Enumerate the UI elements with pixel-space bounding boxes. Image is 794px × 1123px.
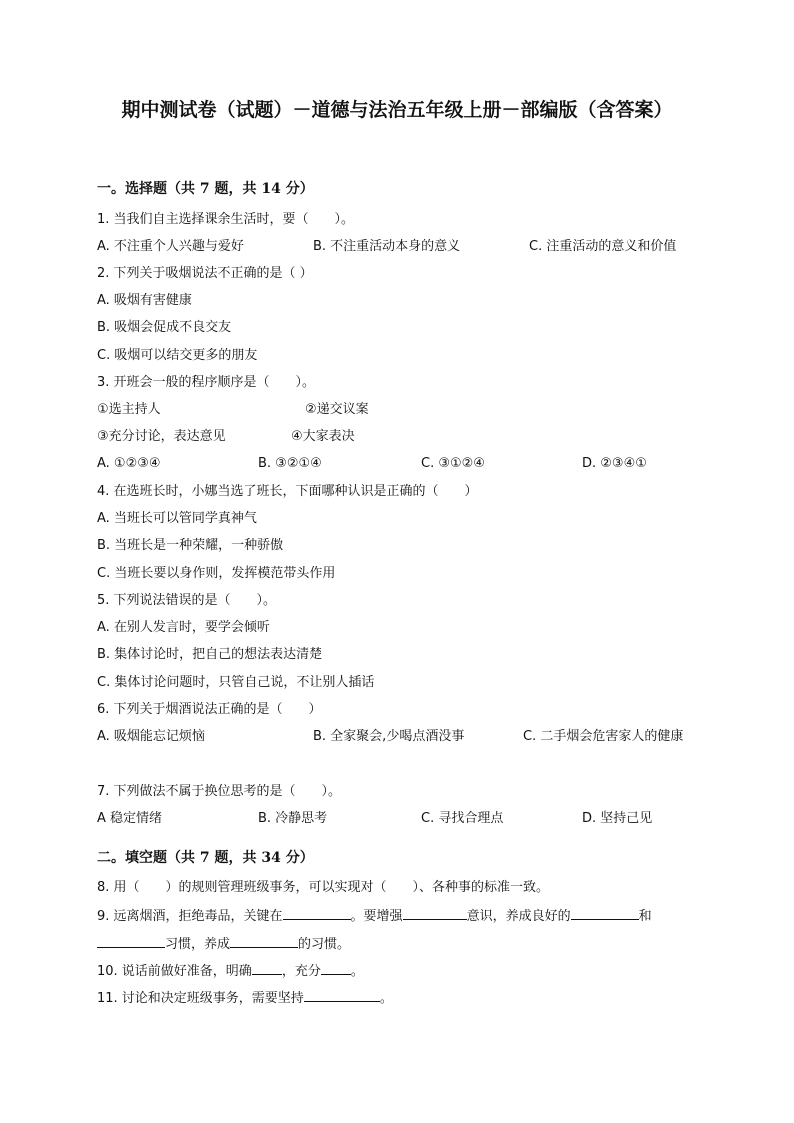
question-1-option-c: C. 注重活动的意义和价值	[529, 239, 677, 254]
page-title: 期中测试卷（试题）－道德与法治五年级上册－部编版（含答案）	[121, 99, 673, 121]
question-3-stem: 3. 开班会一般的程序顺序是（ ）。	[97, 375, 316, 390]
question-2-option-b: B. 吸烟会促成不良交友	[97, 320, 232, 335]
question-11-line	[97, 989, 393, 1007]
question-5-option-a: A. 在别人发言时，要学会倾听	[97, 620, 270, 635]
question-8-text: 8. 用（ ）的规则管理班级事务，可以实现对（ ）、各种事的标准一致。	[97, 880, 550, 895]
question-10-text-1: 10. 说话前做好准备，明确	[97, 964, 252, 979]
question-3-option-c: C. ③①②④	[421, 456, 485, 471]
question-1-option-b: B. 不注重活动本身的意义	[313, 239, 461, 254]
question-3-item-4: ④大家表决	[291, 429, 355, 444]
question-9-text-5: 习惯，养成	[165, 937, 231, 952]
fill-blank[interactable]	[230, 935, 298, 948]
question-3-item-3: ③充分讨论，表达意见	[97, 429, 226, 444]
fill-blank[interactable]	[97, 935, 165, 948]
question-3-item-1: ①选主持人	[97, 402, 161, 417]
question-9-line-1	[97, 907, 652, 925]
question-7-option-c: C. 寻找合理点	[421, 811, 504, 826]
question-7-stem: 7. 下列做法不属于换位思考的是（ ）。	[97, 784, 342, 799]
question-1-stem: 1. 当我们自主选择课余生活时，要（ ）。	[97, 212, 355, 227]
question-4-stem: 4. 在选班长时，小娜当选了班长，下面哪种认识是正确的（ ）	[97, 484, 478, 499]
question-9-text-2: 。要增强	[350, 909, 403, 924]
question-7-option-d: D. 坚持己见	[582, 811, 653, 826]
question-10-text-3: 。	[350, 964, 364, 979]
section-heading-fill: 二。填空题（共 7 题，共 34 分）	[97, 850, 314, 866]
question-6-option-c: C. 二手烟会危害家人的健康	[523, 729, 684, 744]
question-5-option-b: B. 集体讨论时，把自己的想法表达清楚	[97, 647, 323, 662]
question-7-option-b: B. 冷静思考	[258, 811, 328, 826]
question-6-stem: 6. 下列关于烟酒说法正确的是（ ）	[97, 702, 322, 717]
question-2-option-a: A. 吸烟有害健康	[97, 293, 192, 308]
question-5-option-c: C. 集体讨论问题时，只管自己说，不让别人插话	[97, 675, 375, 690]
question-6-option-a: A. 吸烟能忘记烦恼	[97, 729, 205, 744]
question-10-line	[97, 962, 364, 980]
fill-blank[interactable]	[283, 907, 351, 920]
fill-blank[interactable]	[304, 989, 380, 1002]
question-2-option-c: C. 吸烟可以结交更多的朋友	[97, 348, 258, 363]
question-3-option-b: B. ③②①④	[258, 456, 322, 471]
fill-blank[interactable]	[252, 962, 282, 975]
question-4-option-c: C. 当班长要以身作则，发挥模范带头作用	[97, 566, 336, 581]
question-9-text-6: 的习惯。	[298, 937, 351, 952]
fill-blank[interactable]	[571, 907, 639, 920]
question-10-text-2: ，充分	[281, 964, 321, 979]
question-11-text-2: 。	[379, 991, 393, 1006]
question-5-stem: 5. 下列说法错误的是（ ）。	[97, 593, 277, 608]
question-9-text-3: 意识，养成良好的	[466, 909, 571, 924]
fill-blank[interactable]	[321, 962, 351, 975]
question-3-option-a: A. ①②③④	[97, 456, 161, 471]
question-1-option-a: A. 不注重个人兴趣与爱好	[97, 239, 244, 254]
question-2-stem: 2. 下列关于吸烟说法不正确的是（ ）	[97, 266, 313, 281]
question-11-text-1: 11. 讨论和决定班级事务，需要坚持	[97, 991, 304, 1006]
question-4-option-b: B. 当班长是一种荣耀，一种骄傲	[97, 538, 284, 553]
question-4-option-a: A. 当班长可以管同学真神气	[97, 511, 257, 526]
question-9-text-1: 9. 远离烟酒，拒绝毒品，关键在	[97, 909, 283, 924]
question-7-option-a: A 稳定情绪	[97, 811, 163, 826]
fill-blank[interactable]	[403, 907, 467, 920]
question-9-line-2	[97, 935, 350, 953]
question-3-item-2: ②递交议案	[305, 402, 369, 417]
question-3-option-d: D. ②③④①	[582, 456, 647, 471]
section-heading-choice: 一。选择题（共 7 题，共 14 分）	[97, 181, 314, 197]
question-9-text-4: 和	[638, 909, 652, 924]
question-6-option-b: B. 全家聚会,少喝点酒没事	[313, 729, 465, 744]
